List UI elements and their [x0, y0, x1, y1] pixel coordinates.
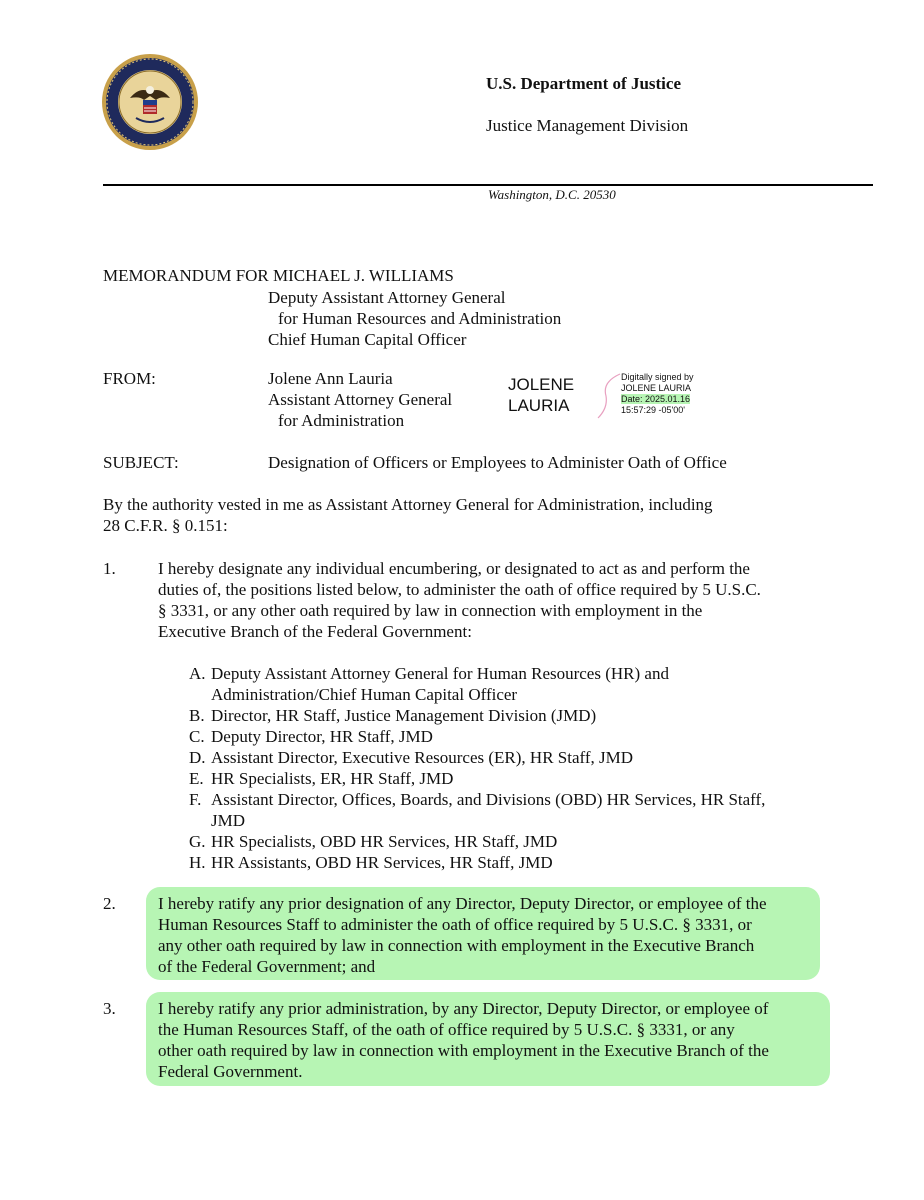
- list-item: A. Deputy Assistant Attorney General for Human Resources (HR) and: [189, 664, 669, 683]
- list-item: G. HR Specialists, OBD HR Services, HR Staff, JMD: [189, 832, 558, 851]
- subject-label: SUBJECT:: [103, 453, 179, 472]
- signature-details: Digitally signed by JOLENE LAURIA Date: 2025.01.16 15:57:29 -05'00': [621, 372, 694, 415]
- memo-for-line: MEMORANDUM FOR MICHAEL J. WILLIAMS: [103, 266, 454, 285]
- from-name: Jolene Ann Lauria: [268, 369, 393, 388]
- memo-for-title-1: Deputy Assistant Attorney General: [268, 288, 506, 307]
- from-label: FROM:: [103, 369, 156, 388]
- list-item: E. HR Specialists, ER, HR Staff, JMD: [189, 769, 454, 788]
- location-line: Washington, D.C. 20530: [488, 187, 616, 202]
- signature-name: JOLENE LAURIA: [508, 375, 575, 415]
- list-item: C. Deputy Director, HR Staff, JMD: [189, 727, 433, 746]
- from-title-1: Assistant Attorney General: [268, 390, 453, 409]
- intro-line-2: 28 C.F.R. § 0.151:: [103, 516, 228, 535]
- doj-seal-icon: [100, 52, 200, 152]
- signature-stroke-icon: [596, 372, 624, 420]
- division-name: Justice Management Division: [486, 116, 689, 135]
- header-divider: [103, 184, 873, 186]
- list-item-continuation: Administration/Chief Human Capital Officer: [211, 685, 518, 704]
- positions-list: [189, 663, 849, 873]
- item-3-text: I hereby ratify any prior administration, by any Director, Deputy Director, or employee of the Human Resources Staff, of the oath of office required by 5 U.S.C. § 3331, or any other oath required by law in connection with employment in the Executive Branch of the Federal Government.: [158, 999, 769, 1081]
- signature-date: Date: 2025.01.16: [621, 394, 691, 404]
- item-3-number: 3.: [103, 999, 116, 1018]
- memo-for-title-2: for Human Resources and Administration: [278, 309, 562, 328]
- list-item: D. Assistant Director, Executive Resources (ER), HR Staff, JMD: [189, 748, 634, 767]
- memo-for-title-3: Chief Human Capital Officer: [268, 330, 467, 349]
- item-1-number: 1.: [103, 559, 116, 578]
- list-item-continuation: JMD: [211, 811, 246, 830]
- intro-line-1: By the authority vested in me as Assistant Attorney General for Administration, including: [103, 495, 713, 514]
- org-title: U.S. Department of Justice: [486, 74, 681, 93]
- item-1-text: I hereby designate any individual encumbering, or designated to act as and perform the duties of, the positions listed below, to administer the oath of office required by 5 U.S.C. § 3331, or any other oath required by law in connection with employment in the Executive Branch of the Federal Government:: [158, 559, 761, 641]
- subject-text: Designation of Officers or Employees to Administer Oath of Office: [268, 453, 727, 472]
- from-title-2: for Administration: [278, 411, 405, 430]
- item-2-text: I hereby ratify any prior designation of any Director, Deputy Director, or employee of the Human Resources Staff to administer the oath of office required by 5 U.S.C. § 3331, or any other oath required by law in connection with employment in the Executive Branch of the Federal Government; and: [158, 894, 767, 976]
- list-item: H. HR Assistants, OBD HR Services, HR Staff, JMD: [189, 853, 553, 872]
- list-item: B. Director, HR Staff, Justice Management Division (JMD): [189, 706, 597, 725]
- item-2-number: 2.: [103, 894, 116, 913]
- list-item: F. Assistant Director, Offices, Boards, and Divisions (OBD) HR Services, HR Staff,: [189, 790, 766, 809]
